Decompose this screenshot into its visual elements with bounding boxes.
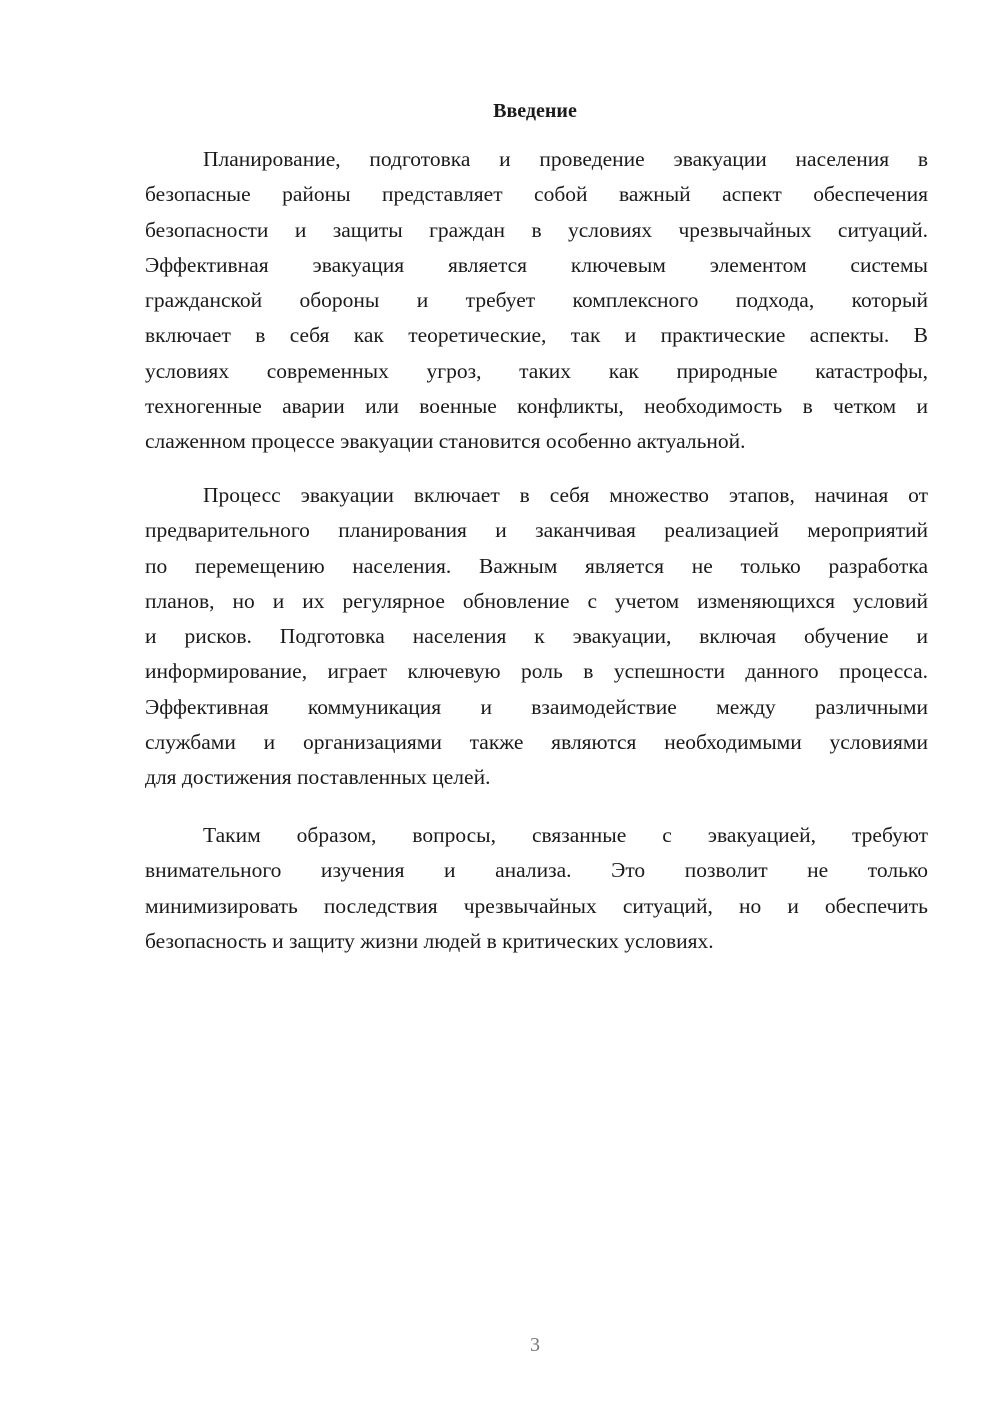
paragraph-line: минимизировать последствия чрезвычайных ситуаций, но и обеспечить — [145, 893, 928, 918]
paragraph-3 — [145, 818, 928, 959]
paragraph-line: и рисков. Подготовка населения к эвакуации, включая обучение и — [145, 624, 928, 649]
paragraph-line: безопасные районы представляет собой важный аспект обеспечения — [145, 182, 928, 207]
paragraph-line: Планирование, подготовка и проведение эвакуации населения в — [203, 147, 928, 171]
paragraph-line: включает в себя как теоретические, так и практические аспекты. В — [145, 323, 928, 348]
paragraph-line: Процесс эвакуации включает в себя множество этапов, начиная от — [203, 483, 928, 507]
paragraph-2 — [145, 478, 928, 796]
paragraph-line: информирование, играет ключевую роль в успешности данного процесса. — [145, 659, 928, 684]
paragraph-line: планов, но и их регулярное обновление с учетом изменяющихся условий — [145, 588, 928, 613]
paragraph-line: безопасности и защиты граждан в условиях чрезвычайных ситуаций. — [145, 217, 928, 242]
paragraph-line: Эффективная эвакуация является ключевым элементом системы — [145, 252, 928, 277]
paragraph-1 — [145, 142, 928, 460]
paragraph-line: слаженном процессе эвакуации становится особенно актуальной. — [145, 429, 746, 454]
paragraph-line: Таким образом, вопросы, связанные с эвакуацией, требуют — [203, 823, 928, 847]
page-number: 3 — [530, 1334, 540, 1356]
section-heading: Введение — [493, 100, 577, 122]
paragraph-line: внимательного изучения и анализа. Это позволит не только — [145, 858, 928, 883]
paragraph-line: условиях современных угроз, таких как природные катастрофы, — [145, 358, 928, 383]
paragraph-line: предварительного планирования и заканчивая реализацией мероприятий — [145, 518, 928, 543]
paragraph-line: по перемещению населения. Важным является не только разработка — [145, 553, 928, 578]
paragraph-line: для достижения поставленных целей. — [145, 765, 491, 790]
paragraph-line: техногенные аварии или военные конфликты, необходимость в четком и — [145, 394, 928, 419]
paragraph-line: Эффективная коммуникация и взаимодействие между различными — [145, 694, 928, 719]
paragraph-line: безопасность и защиту жизни людей в критических условиях. — [145, 928, 714, 953]
paragraph-line: службами и организациями также являются необходимыми условиями — [145, 730, 928, 755]
paragraph-line: гражданской обороны и требует комплексного подхода, который — [145, 288, 928, 313]
